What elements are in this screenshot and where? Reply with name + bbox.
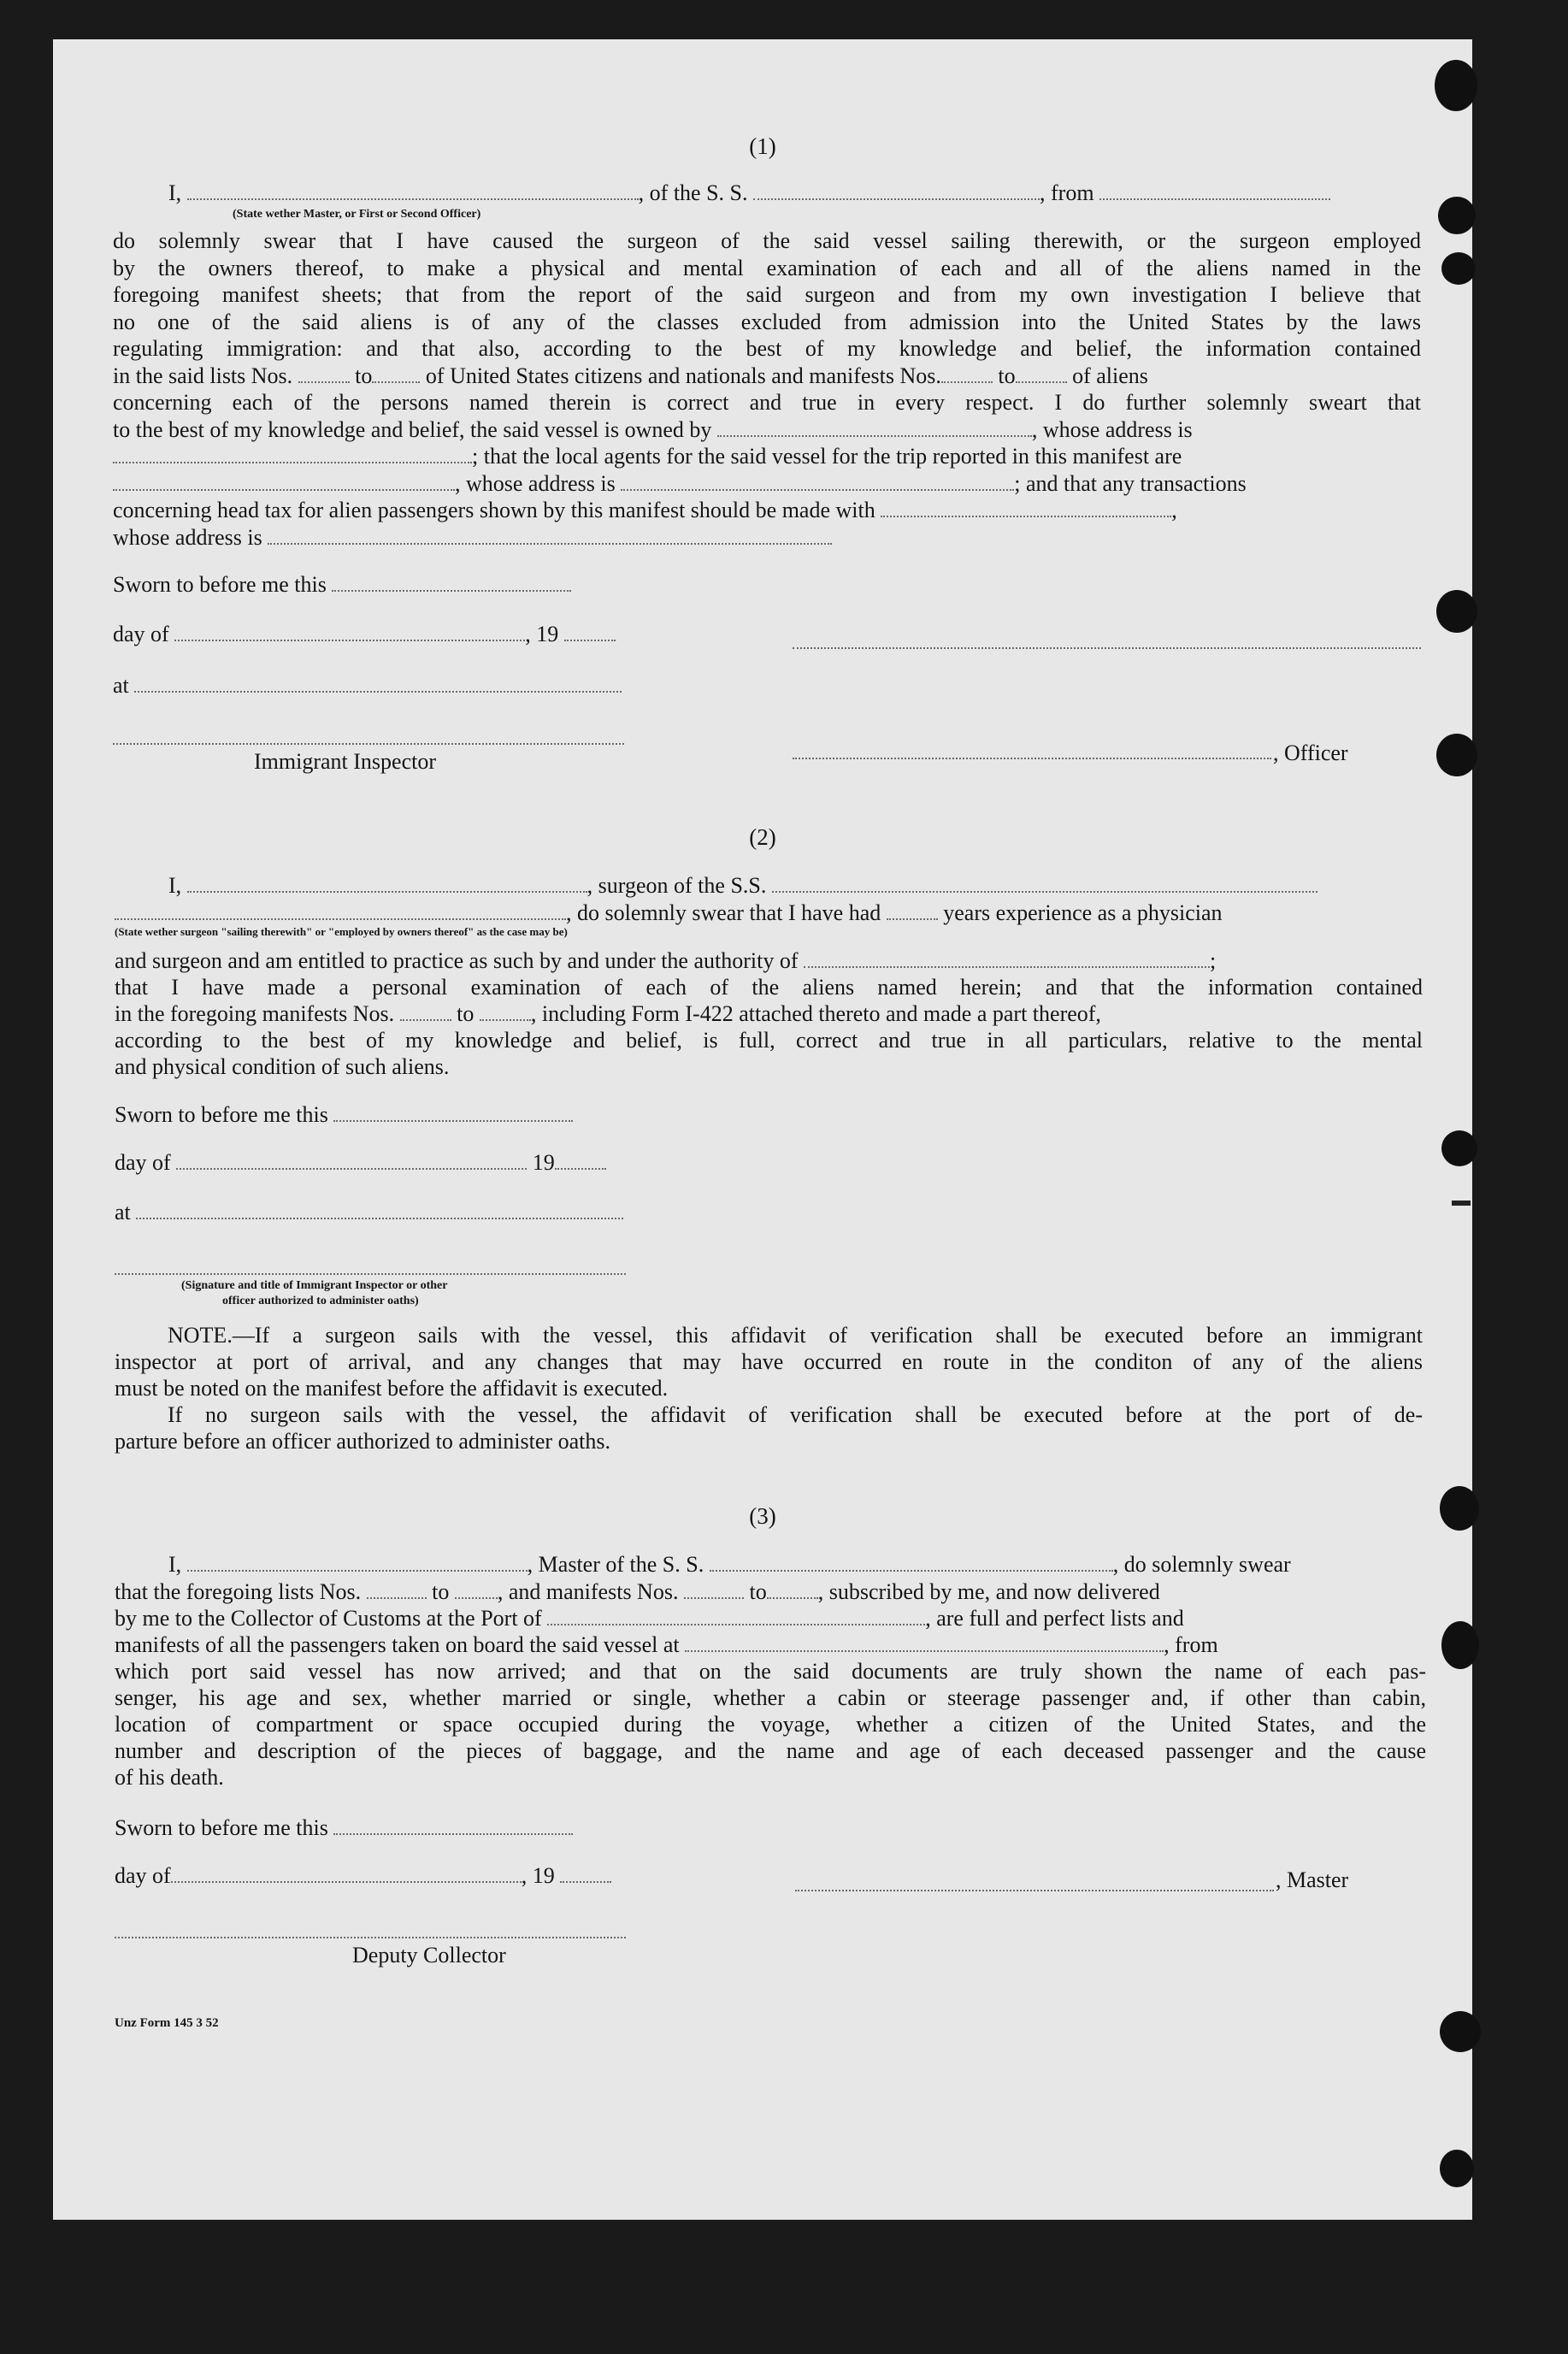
s2-authority-field[interactable] bbox=[804, 949, 1210, 968]
section-2-number: (2) bbox=[749, 824, 776, 850]
s3-master-signature-line[interactable] bbox=[795, 1890, 1274, 1891]
s2-years-field[interactable] bbox=[887, 901, 938, 920]
s3-manifests-to-field[interactable] bbox=[767, 1580, 818, 1599]
scan-mark bbox=[1452, 1201, 1471, 1206]
s1-to-label: to bbox=[355, 363, 373, 388]
s3-to-label-2: to bbox=[749, 1579, 767, 1604]
s2-authority-label: and surgeon and am entitled to practice as such by and under the authority of bbox=[115, 948, 799, 973]
s3-manifests-label: , and manifests Nos. bbox=[497, 1579, 679, 1604]
s2-surgeon-hint: (State wether surgeon "sailing therewith" or "employed by owners thereof" as the case may be) bbox=[115, 925, 568, 938]
s1-body-line: foregoing manifest sheets; that from the report of the said surgeon and from my own investigation I believe that bbox=[113, 282, 1421, 307]
s2-note bbox=[115, 1322, 1423, 1454]
s1-officer-name-line[interactable] bbox=[793, 758, 1271, 759]
s3-port-field[interactable] bbox=[547, 1607, 925, 1625]
s2-day-line bbox=[115, 1149, 606, 1177]
s3-day-line bbox=[115, 1862, 611, 1890]
s1-paragraph bbox=[113, 227, 1421, 551]
s1-line1 bbox=[168, 180, 1330, 207]
s1-from-field[interactable] bbox=[1099, 181, 1330, 200]
s1-headtax-address-field[interactable] bbox=[268, 526, 832, 545]
s3-vessel-field[interactable] bbox=[710, 1553, 1113, 1572]
s1-body-line: do solemnly swear that I have caused the surgeon of the said vessel sailing therewith, or the surgeon employed bbox=[113, 228, 1421, 253]
s2-i: I, bbox=[168, 873, 182, 898]
s2-experience-label: years experience as a physician bbox=[943, 900, 1223, 925]
s2-sworn-line bbox=[115, 1101, 573, 1129]
s2-note-line: If no surgeon sails with the vessel, the affidavit of verification shall be executed before at the port of de- bbox=[168, 1402, 1423, 1427]
s3-master-of-label: , Master of the S. S. bbox=[527, 1552, 704, 1577]
s2-at-field[interactable] bbox=[136, 1201, 623, 1219]
s3-lists-to-field[interactable] bbox=[455, 1580, 498, 1599]
s3-master-field[interactable] bbox=[187, 1553, 528, 1572]
s3-year-label: , 19 bbox=[521, 1863, 555, 1888]
s1-agents-address-line bbox=[113, 470, 1421, 498]
s2-line1 bbox=[168, 872, 1317, 900]
s1-agents-address-field[interactable] bbox=[621, 472, 1014, 491]
s1-to-label-2: to bbox=[998, 363, 1016, 388]
s1-aliens-label: of aliens bbox=[1072, 363, 1148, 388]
s3-last-line: of his death. bbox=[115, 1765, 224, 1790]
s1-manifests-label: of United States citizens and nationals and manifests Nos. bbox=[425, 363, 941, 388]
s1-body-line: no one of the said aliens is of any of the classes excluded from admission into the United States by the laws bbox=[113, 309, 1421, 334]
punch-hole bbox=[1436, 590, 1477, 633]
punch-hole bbox=[1440, 2150, 1474, 2187]
s1-manifests-to-field[interactable] bbox=[1016, 364, 1067, 383]
s2-paragraph bbox=[115, 947, 1423, 1080]
s1-at-field[interactable] bbox=[134, 674, 622, 693]
s1-body-line: regulating immigration: and that also, according to the best of my knowledge and belief, the information contained bbox=[113, 336, 1421, 361]
s2-manifests-from-field[interactable] bbox=[400, 1002, 451, 1021]
s1-officer-signature-line[interactable] bbox=[793, 647, 1421, 649]
s3-lists-perfect-label: , are full and perfect lists and bbox=[925, 1606, 1184, 1631]
s3-subscribed-label: , subscribed by me, and now delivered bbox=[817, 1579, 1160, 1604]
s2-at-line bbox=[115, 1199, 623, 1226]
s1-manifests-from-field[interactable] bbox=[941, 364, 993, 383]
punch-hole bbox=[1436, 734, 1477, 776]
s1-headtax-field[interactable] bbox=[881, 499, 1171, 517]
s2-sworn-field[interactable] bbox=[333, 1103, 573, 1122]
s1-day-field[interactable] bbox=[174, 622, 525, 641]
s1-officer-hint: (State wether Master, or First or Second Officer) bbox=[233, 208, 481, 221]
s1-whose-line bbox=[113, 524, 1421, 552]
s1-agents-field[interactable] bbox=[113, 472, 455, 491]
punch-hole bbox=[1441, 252, 1476, 285]
s3-body-line: senger, his age and sex, whether married or single, whether a cabin or steerage passenger and, if other than cabin, bbox=[115, 1685, 1426, 1710]
s3-swear-label: , do solemnly swear bbox=[1112, 1552, 1291, 1577]
s1-headtax-end: , bbox=[1171, 498, 1177, 522]
s3-sworn-field[interactable] bbox=[333, 1816, 573, 1835]
punch-hole bbox=[1441, 1130, 1477, 1166]
s2-sworn-label: Sworn to before me this bbox=[115, 1102, 328, 1127]
s2-surgeon-of-label: , surgeon of the S.S. bbox=[587, 873, 767, 898]
s3-collector-line bbox=[115, 1605, 1426, 1631]
s1-transactions-label: ; and that any transactions bbox=[1014, 470, 1247, 496]
s1-headtax-line bbox=[113, 497, 1421, 524]
s1-year-label: , 19 bbox=[525, 622, 559, 646]
s3-from-label: , from bbox=[1164, 1632, 1218, 1657]
s2-day-field[interactable] bbox=[176, 1151, 527, 1170]
s3-lists-from-field[interactable] bbox=[367, 1580, 427, 1599]
s1-concerning-line: concerning each of the persons named therein is correct and true in every respect. I do further solemnly sweart that bbox=[113, 390, 1421, 415]
s1-lists-to-field[interactable] bbox=[372, 364, 420, 383]
s1-headtax-label: concerning head tax for alien passengers shown by this manifest should be made with bbox=[113, 498, 875, 522]
s1-whose-label: whose address is bbox=[113, 524, 262, 550]
s1-owner-line bbox=[113, 416, 1421, 444]
form-page bbox=[53, 39, 1472, 2220]
s2-signature-hint-1: (Signature and title of Immigrant Inspector or other bbox=[181, 1279, 448, 1292]
s2-authority-line bbox=[115, 947, 1423, 974]
s1-sworn-field[interactable] bbox=[332, 573, 571, 592]
s2-vessel-field[interactable] bbox=[772, 874, 1317, 893]
s2-manifests-to-field[interactable] bbox=[480, 1002, 531, 1021]
s2-knowledge-line: according to the best of my knowledge and belief, is full, correct and true in all particulars, relative to the mental bbox=[115, 1028, 1423, 1053]
s2-note-line: inspector at port of arrival, and any changes that may have occurred en route in the conditon of any of the aliens bbox=[115, 1349, 1423, 1374]
s1-sworn-line bbox=[113, 571, 571, 599]
s2-year-label: 19 bbox=[532, 1150, 555, 1175]
s1-vessel-field[interactable] bbox=[753, 181, 1040, 200]
s2-manifests-line bbox=[115, 1000, 1423, 1027]
s2-at-label: at bbox=[115, 1200, 131, 1224]
s1-officer-field[interactable] bbox=[187, 181, 639, 200]
s2-note-line: parture before an officer authorized to administer oaths. bbox=[115, 1429, 610, 1454]
punch-hole bbox=[1438, 197, 1476, 234]
s1-sworn-label: Sworn to before me this bbox=[113, 572, 327, 597]
punch-hole bbox=[1440, 2011, 1481, 2052]
s1-day-line bbox=[113, 621, 616, 648]
s1-owner-address-field[interactable] bbox=[113, 445, 472, 463]
s3-body-line: which port said vessel has now arrived; and that on the said documents are truly shown the name of each pas- bbox=[115, 1659, 1426, 1684]
s3-day-label: day of bbox=[115, 1863, 171, 1888]
s2-line2 bbox=[115, 900, 1223, 927]
form-number: Unz Form 145 3 52 bbox=[115, 2016, 219, 2030]
s3-body-line: location of compartment or space occupied during the voyage, whether a citizen of the United States, and the bbox=[115, 1712, 1426, 1737]
s3-sworn-label: Sworn to before me this bbox=[115, 1815, 328, 1840]
s3-paragraph bbox=[115, 1578, 1426, 1791]
s3-body-line: number and description of the pieces of baggage, and the name and age of each deceased passenger and the cause bbox=[115, 1738, 1426, 1763]
s3-i: I, bbox=[168, 1552, 182, 1577]
s1-at-line bbox=[113, 672, 622, 699]
s2-year-field[interactable] bbox=[555, 1151, 606, 1170]
s3-embark-port-field[interactable] bbox=[685, 1633, 1164, 1652]
s1-lists-label: in the said lists Nos. bbox=[113, 363, 293, 388]
s1-owner-address-label: , whose address is bbox=[1031, 416, 1193, 442]
s3-manifests-from-field[interactable] bbox=[684, 1580, 744, 1599]
s1-agents-label: ; that the local agents for the said vessel for the trip reported in this manifest are bbox=[472, 444, 1182, 469]
s1-inspector-signature-line[interactable] bbox=[113, 743, 624, 745]
s3-year-field[interactable] bbox=[560, 1864, 611, 1883]
s2-manifests-label: in the foregoing manifests Nos. bbox=[115, 1001, 395, 1026]
s2-to-label: to bbox=[457, 1001, 475, 1026]
s2-signature-line[interactable] bbox=[115, 1273, 626, 1275]
s2-swear-label: , do solemnly swear that I have had bbox=[566, 900, 881, 925]
s3-day-field[interactable] bbox=[171, 1864, 522, 1883]
s3-collector-signature-line[interactable] bbox=[115, 1937, 626, 1938]
s2-surgeon-field[interactable] bbox=[187, 874, 587, 893]
s3-to-label: to bbox=[432, 1579, 450, 1604]
s3-taken-on-board-label: manifests of all the passengers taken on board the said vessel at bbox=[115, 1632, 680, 1657]
s1-agents-line bbox=[113, 443, 1421, 470]
s2-form-label: , including Form I-422 attached thereto and made a part thereof, bbox=[530, 1001, 1101, 1026]
s2-authority-end: ; bbox=[1210, 948, 1217, 973]
s3-manifests-line bbox=[115, 1631, 1426, 1658]
section-3-number: (3) bbox=[749, 1503, 776, 1529]
s2-signature-hint-2: officer authorized to administer oaths) bbox=[222, 1295, 419, 1307]
s2-physical-line: and physical condition of such aliens. bbox=[115, 1054, 450, 1079]
s1-year-field[interactable] bbox=[564, 622, 616, 641]
s1-i: I, bbox=[168, 180, 182, 205]
s3-lists-label: that the foregoing lists Nos. bbox=[115, 1579, 362, 1604]
s1-body-line: by the owners thereof, to make a physical and mental examination of each and all of the aliens named in the bbox=[113, 255, 1421, 280]
s1-agents-address-label: , whose address is bbox=[455, 470, 616, 496]
s2-note-line: must be noted on the manifest before the affidavit is executed. bbox=[115, 1376, 669, 1401]
s3-collector-label: by me to the Collector of Customs at the Port of bbox=[115, 1606, 542, 1631]
section-1-number: (1) bbox=[749, 133, 776, 159]
punch-hole bbox=[1441, 1621, 1479, 1669]
s2-note-line: NOTE.—If a surgeon sails with the vessel, this affidavit of verification shall be executed before an immigrant bbox=[168, 1323, 1423, 1348]
s3-line1 bbox=[168, 1551, 1291, 1578]
s1-lists-line bbox=[113, 363, 1421, 390]
s1-from: , from bbox=[1040, 180, 1094, 205]
s1-owned-by-label: to the best of my knowledge and belief, the said vessel is owned by bbox=[113, 416, 712, 442]
punch-hole bbox=[1440, 1486, 1479, 1531]
s3-collector-label: Deputy Collector bbox=[352, 1943, 506, 1968]
s3-master-label: , Master bbox=[1276, 1867, 1349, 1892]
s3-lists-line bbox=[115, 1578, 1426, 1605]
s3-sworn-line bbox=[115, 1814, 573, 1842]
s2-surgeon-type-field[interactable] bbox=[115, 901, 566, 920]
s1-inspector-label: Immigrant Inspector bbox=[254, 749, 436, 774]
s1-of-ss: , of the S. S. bbox=[638, 180, 748, 205]
s1-owner-field[interactable] bbox=[717, 418, 1032, 437]
s1-lists-from-field[interactable] bbox=[298, 364, 350, 383]
s1-at-label: at bbox=[113, 673, 129, 698]
s1-day-label: day of bbox=[113, 622, 169, 646]
s1-officer-label: , Officer bbox=[1273, 740, 1348, 765]
punch-hole bbox=[1435, 60, 1477, 111]
s2-exam-line: that I have made a personal examination of each of the aliens named herein; and that the information contained bbox=[115, 975, 1423, 1000]
s2-day-label: day of bbox=[115, 1150, 171, 1175]
